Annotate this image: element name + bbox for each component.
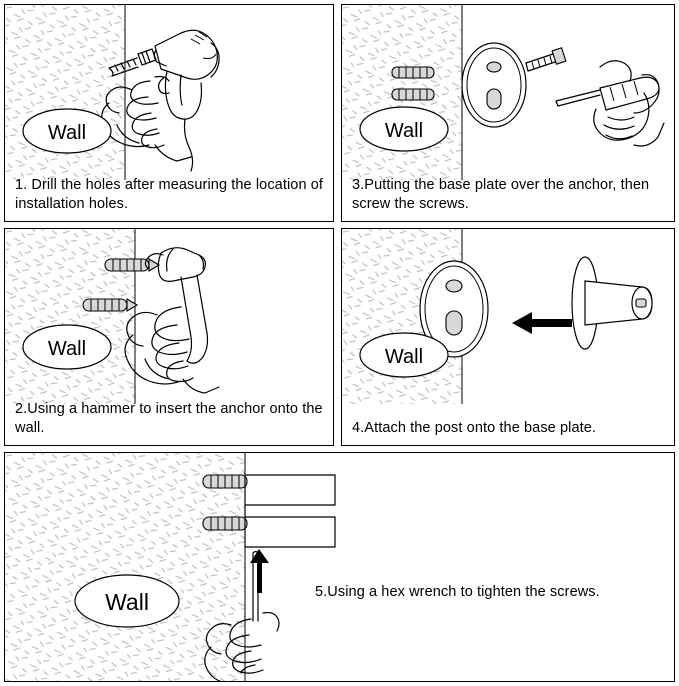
anchor-bottom-5 <box>203 517 247 530</box>
anchor-bottom <box>392 89 434 100</box>
step-4-illustration <box>342 229 674 404</box>
wall-label-4: Wall <box>384 346 424 368</box>
step-panel-1 <box>4 4 334 222</box>
screw-upper <box>526 48 566 71</box>
step-panel-5 <box>4 452 675 682</box>
wall-label-2: Wall <box>47 338 87 360</box>
wall-label-5: Wall <box>105 589 149 615</box>
step-2-caption: 2.Using a hammer to insert the anchor onto the wall. <box>15 400 323 437</box>
step-1-caption: 1. Drill the holes after measuring the location of installation holes. <box>15 176 324 213</box>
step-panel-2 <box>4 228 334 446</box>
anchor-bottom-2 <box>83 299 137 311</box>
anchor-top-2 <box>105 259 159 271</box>
anchor-top-5 <box>203 475 247 488</box>
anchor-top <box>392 67 434 78</box>
step-1-illustration <box>5 5 333 180</box>
step-5-illustration <box>5 453 674 682</box>
step-2-illustration <box>5 229 333 404</box>
step-3-illustration <box>342 5 674 180</box>
wall-label-1: Wall <box>47 122 87 144</box>
wall-label-3: Wall <box>384 120 424 142</box>
step-panel-3 <box>341 4 675 222</box>
step-panel-4 <box>341 228 675 446</box>
step-4-caption: 4.Attach the post onto the base plate. <box>352 420 597 437</box>
step-3-caption: 3.Putting the base plate over the anchor, then screw the screws. <box>352 176 650 213</box>
step-5-caption: 5.Using a hex wrench to tighten the screws. <box>315 584 600 600</box>
arrow-left-icon <box>512 312 572 334</box>
